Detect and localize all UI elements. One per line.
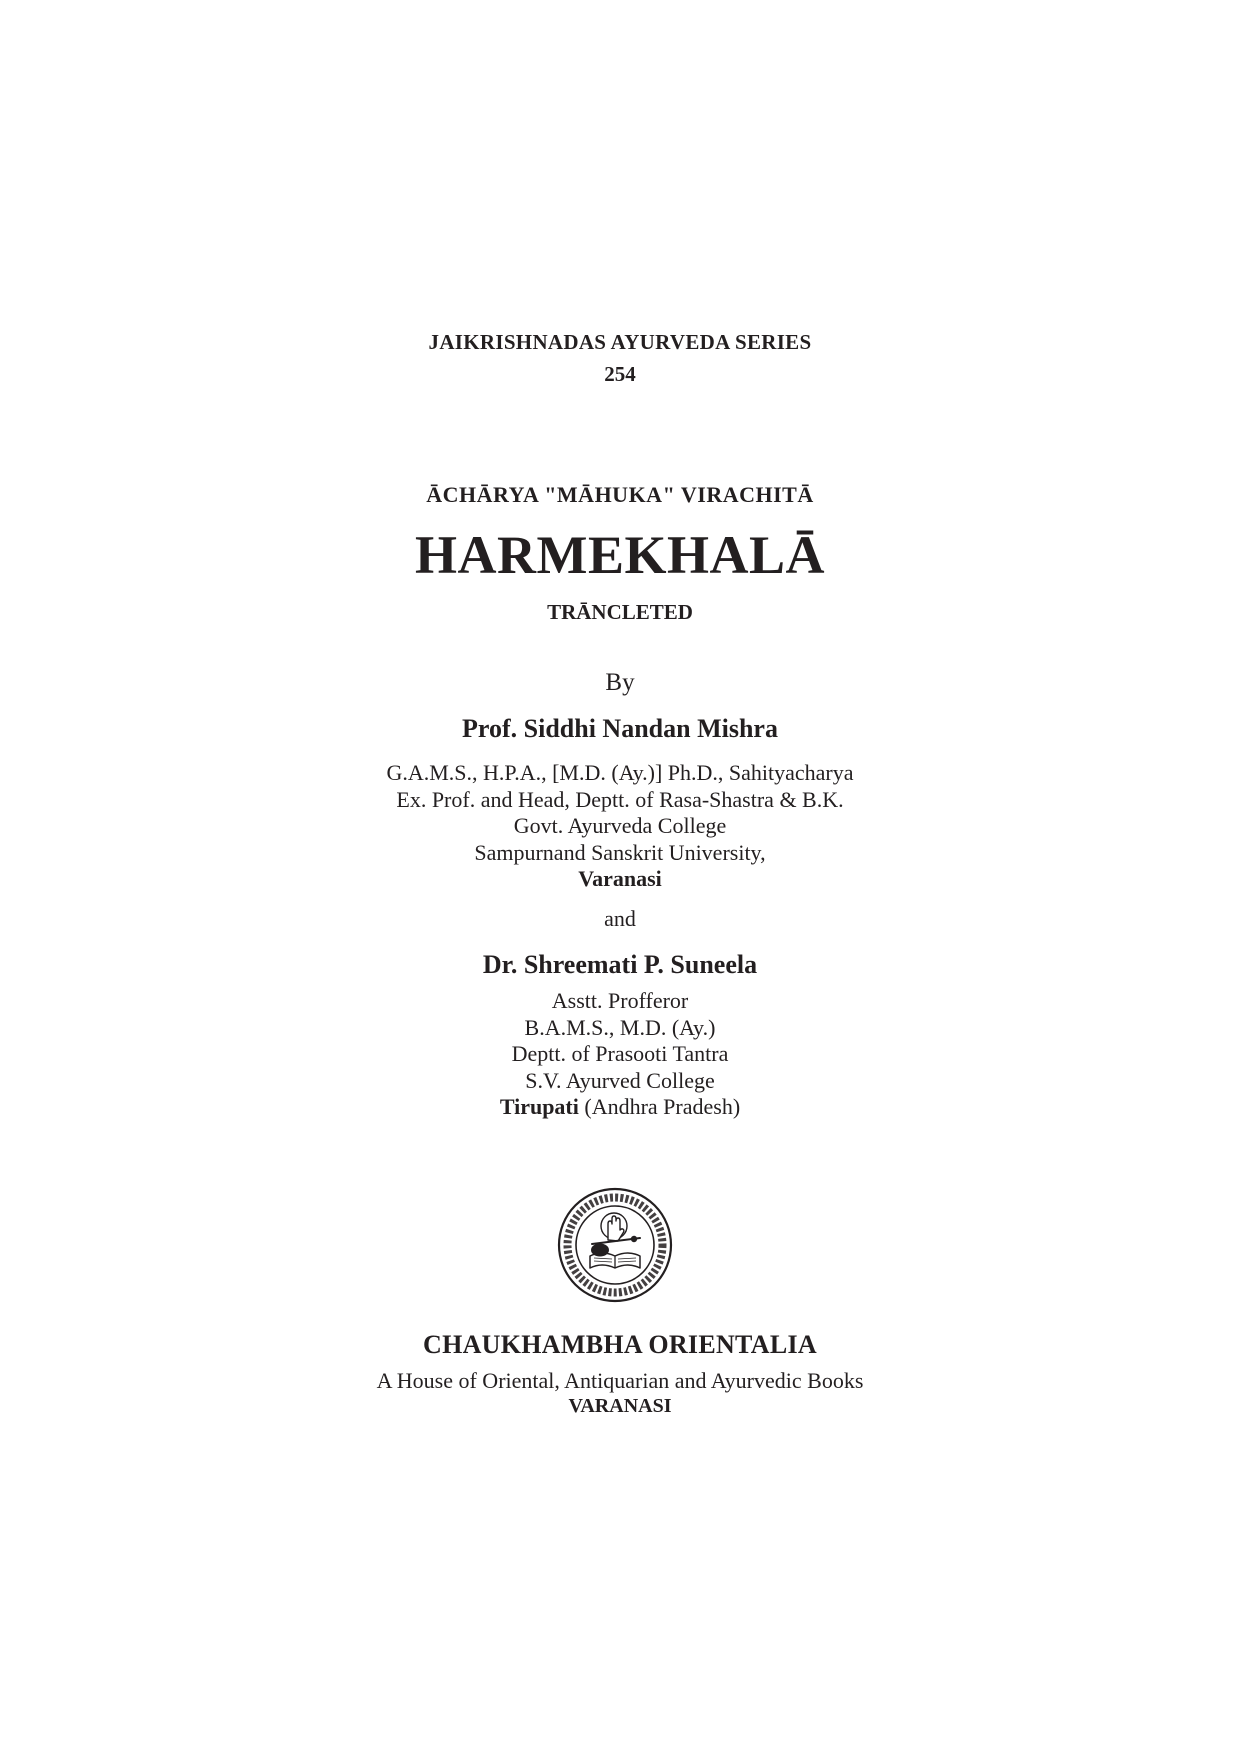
publisher-name: CHAUKHAMBHA ORIENTALIA [423, 1330, 817, 1359]
author1-credential-line: G.A.M.S., H.P.A., [M.D. (Ay.)] Ph.D., Sahityacharya [386, 760, 854, 785]
publisher-city: VARANASI [568, 1395, 672, 1417]
author2-credential-line: Asstt. Profferor [551, 988, 689, 1013]
series-number: 254 [604, 362, 636, 386]
logo-ring-lettering [568, 1198, 663, 1293]
author1-credential-line: Sampurnand Sanskrit University, [474, 839, 766, 865]
author1-city: Varanasi [578, 866, 662, 891]
logo-inkpot-icon [591, 1244, 609, 1257]
publisher-logo-emblem [556, 1186, 674, 1304]
author1-credentials [0, 760, 1240, 893]
author2-city: Tirupati [499, 1094, 579, 1119]
author1-name: Prof. Siddhi Nandan Mishra [462, 714, 778, 743]
author2-credential-line: Deptt. of Prasooti Tantra [511, 1041, 729, 1066]
work-pre-title: ĀCHĀRYA "MĀHUKA" VIRACHITĀ [426, 482, 814, 507]
by-label: By [605, 669, 635, 696]
author2-credentials [0, 988, 1240, 1121]
series-title: JAIKRISHNADAS AYURVEDA SERIES [428, 330, 812, 354]
author2-location [0, 1094, 1240, 1121]
author1-credential-line: Ex. Prof. and Head, Deptt. of Rasa-Shastra & B.K. [396, 786, 844, 812]
author2-credential-line: S.V. Ayurved College [525, 1067, 715, 1093]
book-title: HARMEKHALĀ [415, 525, 825, 585]
author2-name: Dr. Shreemati P. Suneela [482, 950, 758, 979]
author2-credential-line: B.A.M.S., M.D. (Ay.) [524, 1014, 716, 1040]
and-label: and [604, 906, 636, 931]
book-subtitle: TRĀNCLETED [547, 600, 693, 624]
author1-credential-line: Govt. Ayurveda College [513, 813, 727, 838]
publisher-tagline: A House of Oriental, Antiquarian and Ayurvedic Books [376, 1368, 864, 1393]
author2-region: (Andhra Pradesh) [578, 1094, 741, 1119]
